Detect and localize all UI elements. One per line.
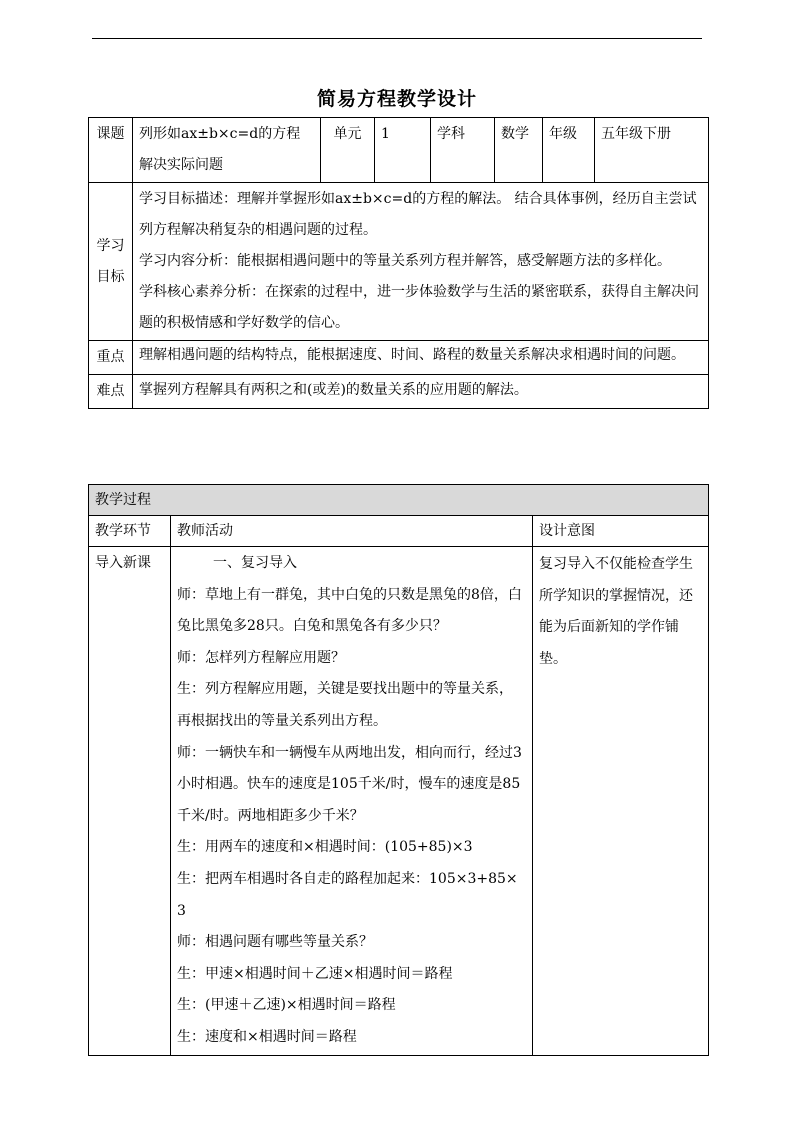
goals-content-analysis: 学习内容分析：能根据相遇问题中的等量关系列方程并解答，感受解题方法的多样化。 [139, 253, 671, 269]
stage-cell: 导入新课 [89, 547, 171, 1056]
activity-line: 一、复习导入 [213, 555, 297, 571]
process-row-intro [89, 547, 709, 1056]
activity-line: 师：怎样列方程解应用题？ [177, 649, 345, 666]
activity-cell [171, 547, 533, 1056]
difficulty-label: 难点 [89, 375, 133, 409]
intent-cell: 复习导入不仅能检查学生所学知识的掌握情况，还能为后面新知的学作铺垫。 [533, 547, 709, 1056]
grade-label: 年级 [543, 118, 595, 183]
process-column-header-row [89, 516, 709, 547]
page-title: 简易方程教学设计 [316, 88, 477, 110]
activity-line: 生：列方程解应用题，关键是要找出题中的等量关系，再根据找出的等量关系列出方程。 [177, 681, 513, 729]
goals-label: 学习目标 [89, 183, 133, 341]
activity-line: 师：一辆快车和一辆慢车从两地出发，相向而行，经过3小时相遇。快车的速度是105千米/时，慢车的速度是85千米/时。两地相距多少千米？ [177, 744, 522, 824]
info-row-key-point [89, 341, 709, 375]
process-table [88, 484, 709, 1056]
difficulty-text: 掌握列方程解具有两积之和(或差)的数量关系的应用题的解法。 [133, 375, 709, 409]
activity-line: 生：甲速×相遇时间＋乙速×相遇时间＝路程 [177, 965, 453, 982]
topic-value: 列形如ax±b×c=d的方程解决实际问题 [133, 118, 321, 183]
key-point-label: 重点 [89, 341, 133, 375]
info-table [88, 117, 709, 409]
subject-value: 数学 [495, 118, 543, 183]
activity-line: 师：草地上有一群兔，其中白兔的只数是黑兔的8倍，白兔比黑兔多28只。白兔和黑兔各有多少只？ [177, 586, 522, 635]
key-point-text: 理解相遇问题的结构特点，能根据速度、时间、路程的数量关系解决求相遇时间的问题。 [133, 341, 709, 375]
unit-value: 1 [375, 118, 431, 183]
info-row-header [89, 118, 709, 183]
grade-value: 五年级下册 [595, 118, 709, 183]
activity-line: 生：速度和×相遇时间＝路程 [177, 1028, 357, 1045]
process-heading-row [89, 485, 709, 516]
activity-line: 生：把两车相遇时各自走的路程加起来：105×3+85×3 [177, 870, 518, 919]
process-heading: 教学过程 [89, 485, 709, 516]
activity-line: 生：用两车的速度和×相遇时间：(105+85)×3 [177, 839, 473, 856]
unit-label: 单元 [321, 118, 375, 183]
column-header-activity: 教师活动 [171, 516, 533, 547]
info-row-goals [89, 183, 709, 341]
info-row-difficulty [89, 375, 709, 409]
goals-description: 学习目标描述：理解并掌握形如ax±b×c=d的方程的解法。 结合具体事例，经历自主尝试列方程解决稍复杂的相遇问题的过程。 [139, 191, 697, 238]
column-header-intent: 设计意图 [533, 516, 709, 547]
subject-label: 学科 [431, 118, 495, 183]
topic-label: 课题 [89, 118, 133, 183]
header-rule [92, 38, 702, 39]
column-header-stage: 教学环节 [89, 516, 171, 547]
goals-content [133, 183, 709, 341]
activity-line: 生：(甲速＋乙速)×相遇时间＝路程 [177, 997, 396, 1014]
activity-line: 师：相遇问题有哪些等量关系？ [177, 934, 373, 951]
goals-literacy-analysis: 学科核心素养分析：在探索的过程中，进一步体验数学与生活的紧密联系，获得自主解决问题的积极情感和学好数学的信心。 [139, 284, 699, 331]
